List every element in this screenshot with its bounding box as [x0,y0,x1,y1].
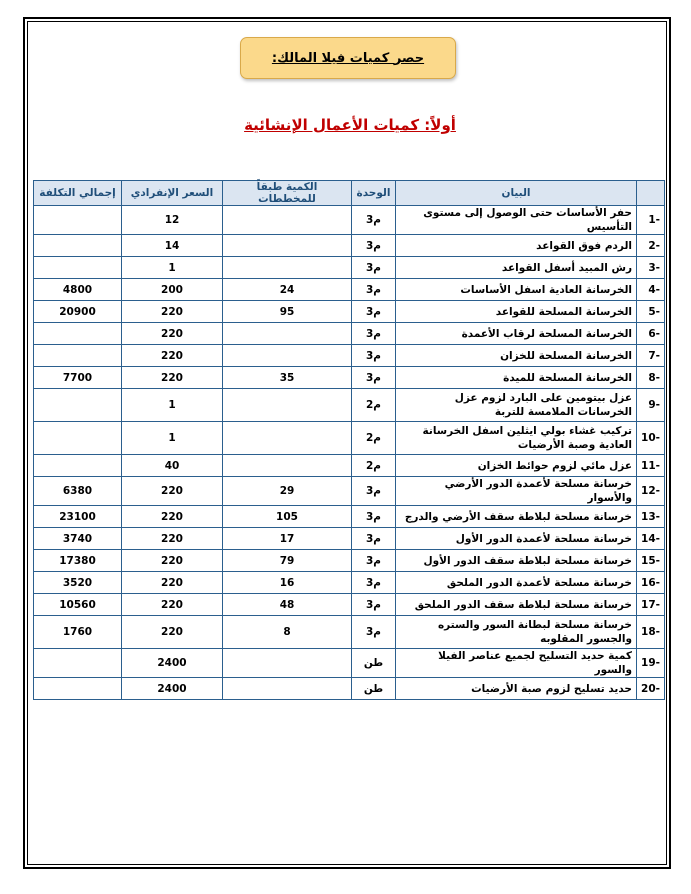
row-number: 19- [637,649,665,678]
header-unit-price: السعر الإنفرادي [122,181,223,206]
row-quantity [223,323,352,345]
row-total-cost: 1760 [34,616,122,649]
row-total-cost: 20900 [34,301,122,323]
row-unit-price: 1 [122,389,223,422]
row-unit: م3 [352,206,396,235]
table-row [34,301,665,323]
row-total-cost [34,345,122,367]
row-total-cost [34,678,122,700]
row-description: خرسانة مسلحة لأعمدة الدور الأول [396,528,637,550]
row-unit-price: 40 [122,455,223,477]
row-unit-price: 220 [122,528,223,550]
row-quantity [223,206,352,235]
row-total-cost [34,323,122,345]
row-number: 14- [637,528,665,550]
table-row [34,206,665,235]
row-description: تركيب غشاء بولي ايثلين اسفل الخرسانة العادية وصبة الأرضيات [396,422,637,455]
table-row [34,367,665,389]
row-number: 12- [637,477,665,506]
table-row [34,345,665,367]
row-unit: م2 [352,422,396,455]
row-description: الخرسانة العادية اسفل الأساسات [396,279,637,301]
row-number: 18- [637,616,665,649]
row-unit: طن [352,649,396,678]
row-unit: م3 [352,235,396,257]
table-row [34,477,665,506]
row-quantity: 105 [223,506,352,528]
row-unit: م3 [352,477,396,506]
row-quantity: 48 [223,594,352,616]
row-total-cost [34,257,122,279]
table-row [34,594,665,616]
row-number: 4- [637,279,665,301]
row-unit-price: 2400 [122,649,223,678]
row-unit: م3 [352,572,396,594]
row-total-cost: 3740 [34,528,122,550]
row-total-cost: 3520 [34,572,122,594]
row-number: 5- [637,301,665,323]
row-quantity [223,678,352,700]
row-description: خرسانة مسلحة لبلاطة سقف الدور الأول [396,550,637,572]
row-number: 1- [637,206,665,235]
section-subtitle: أولاً: كميات الأعمال الإنشائية [244,116,456,134]
row-description: رش المبيد أسفل القواعد [396,257,637,279]
header-number [637,181,665,206]
row-unit: م3 [352,257,396,279]
row-total-cost: 10560 [34,594,122,616]
table-row [34,649,665,678]
row-quantity: 16 [223,572,352,594]
row-unit: م3 [352,506,396,528]
row-number: 13- [637,506,665,528]
row-total-cost: 23100 [34,506,122,528]
page-title: حصر كميات فيلا المالك: [271,50,425,66]
row-unit: م3 [352,528,396,550]
row-total-cost [34,389,122,422]
table-row [34,550,665,572]
row-quantity [223,345,352,367]
header-quantity: الكمية طبقاً للمخططات [223,181,352,206]
row-unit-price: 2400 [122,678,223,700]
row-total-cost: 17380 [34,550,122,572]
table-row [34,257,665,279]
row-total-cost: 7700 [34,367,122,389]
row-description: الخرسانة المسلحة للخزان [396,345,637,367]
row-number: 8- [637,367,665,389]
row-unit-price: 1 [122,422,223,455]
row-description: الخرسانة المسلحة للميدة [396,367,637,389]
row-quantity [223,649,352,678]
row-description: حديد تسليح لزوم صبة الأرضيات [396,678,637,700]
row-unit: م3 [352,345,396,367]
row-number: 17- [637,594,665,616]
row-description: خرسانة مسلحة لأعمدة الدور الملحق [396,572,637,594]
row-number: 11- [637,455,665,477]
row-unit-price: 220 [122,301,223,323]
table-row [34,616,665,649]
row-quantity: 35 [223,367,352,389]
row-quantity: 8 [223,616,352,649]
row-total-cost [34,235,122,257]
quantities-table [33,180,665,700]
row-unit-price: 220 [122,616,223,649]
row-total-cost [34,649,122,678]
row-description: كمية حديد التسليح لجميع عناصر الفيلا والسور [396,649,637,678]
row-description: الخرسانة المسلحة للقواعد [396,301,637,323]
row-unit-price: 220 [122,506,223,528]
row-number: 6- [637,323,665,345]
row-number: 7- [637,345,665,367]
row-description: خرسانة مسلحة لأعمدة الدور الأرضي والأسوار [396,477,637,506]
row-description: خرسانة مسلحة لبلاطة سقف الدور الملحق [396,594,637,616]
row-unit: م3 [352,367,396,389]
table-row [34,572,665,594]
row-unit-price: 220 [122,572,223,594]
row-unit: م3 [352,301,396,323]
row-quantity [223,389,352,422]
row-total-cost: 4800 [34,279,122,301]
row-number: 2- [637,235,665,257]
table-row [34,678,665,700]
table-row [34,422,665,455]
row-unit-price: 220 [122,323,223,345]
table-row [34,279,665,301]
row-unit: م3 [352,594,396,616]
row-unit: م3 [352,616,396,649]
table-row [34,323,665,345]
table-row [34,389,665,422]
row-number: 16- [637,572,665,594]
table-row [34,506,665,528]
row-unit-price: 220 [122,367,223,389]
row-number: 3- [637,257,665,279]
row-unit-price: 220 [122,594,223,616]
row-description: الردم فوق القواعد [396,235,637,257]
row-unit: م3 [352,550,396,572]
row-description: خرسانة مسلحة لبطانة السور والستره والجسور المقلوبه [396,616,637,649]
row-description: الخرسانة المسلحة لرقاب الأعمدة [396,323,637,345]
row-unit-price: 12 [122,206,223,235]
row-unit-price: 1 [122,257,223,279]
row-total-cost [34,455,122,477]
row-quantity: 17 [223,528,352,550]
row-number: 20- [637,678,665,700]
row-quantity: 24 [223,279,352,301]
row-total-cost [34,206,122,235]
row-number: 10- [637,422,665,455]
row-unit-price: 14 [122,235,223,257]
header-description: البيان [396,181,637,206]
row-quantity [223,235,352,257]
table-header-row [34,181,665,206]
row-unit-price: 220 [122,550,223,572]
header-unit: الوحدة [352,181,396,206]
row-unit-price: 220 [122,477,223,506]
row-quantity: 29 [223,477,352,506]
row-description: عزل بيتومين على البارد لزوم عزل الخرسانات الملامسة للتربة [396,389,637,422]
title-box [240,37,456,79]
row-quantity: 95 [223,301,352,323]
row-quantity [223,455,352,477]
row-quantity: 79 [223,550,352,572]
header-total-cost: إجمالي التكلفة [34,181,122,206]
row-description: خرسانة مسلحة لبلاطة سقف الأرضي والدرج [396,506,637,528]
row-description: حفر الأساسات حتى الوصول إلى مستوى التأسيس [396,206,637,235]
row-number: 15- [637,550,665,572]
row-description: عزل مائي لزوم حوائط الخزان [396,455,637,477]
row-unit: م2 [352,389,396,422]
row-quantity [223,422,352,455]
row-number: 9- [637,389,665,422]
row-unit: م3 [352,323,396,345]
row-unit-price: 200 [122,279,223,301]
row-unit-price: 220 [122,345,223,367]
row-total-cost [34,422,122,455]
row-quantity [223,257,352,279]
table-row [34,455,665,477]
row-unit: طن [352,678,396,700]
row-unit: م3 [352,279,396,301]
table-row [34,528,665,550]
row-unit: م2 [352,455,396,477]
table-row [34,235,665,257]
row-total-cost: 6380 [34,477,122,506]
